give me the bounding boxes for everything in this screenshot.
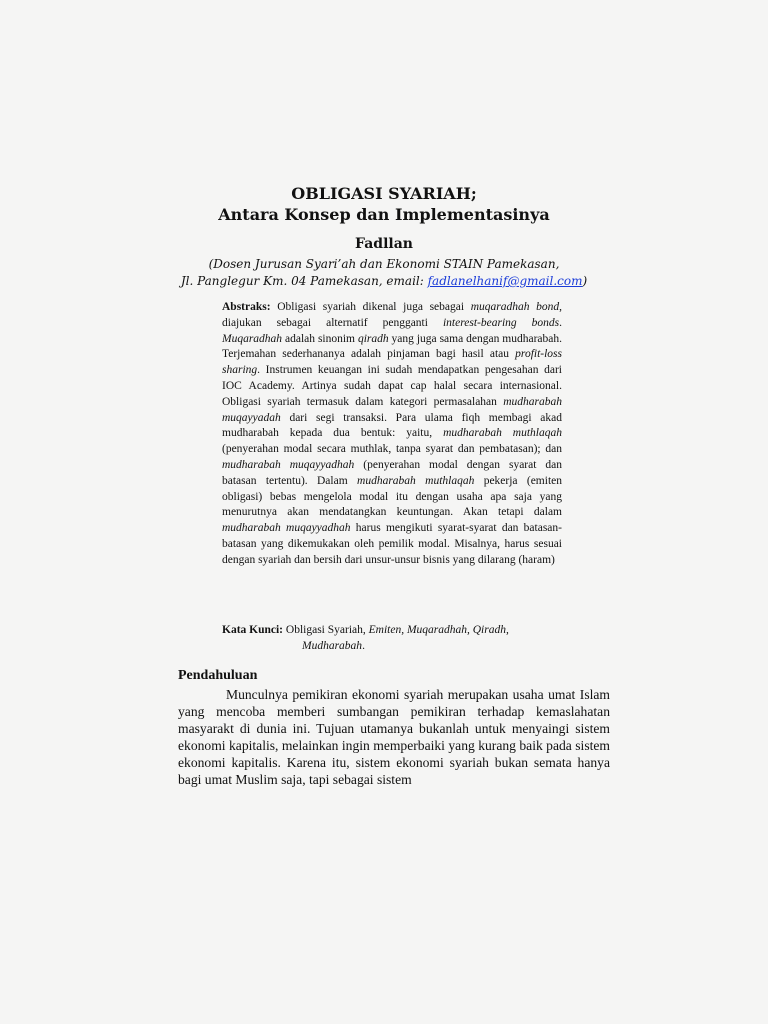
abstract-term: muqaradhah bond	[470, 301, 560, 313]
email-link[interactable]: fadlanelhanif@gmail.com	[427, 274, 583, 288]
abstract-term: mudharabah muqayyadhah	[222, 458, 355, 471]
keywords-plain: Obligasi Syariah,	[283, 624, 369, 636]
abstract-term: qiradh	[357, 332, 389, 345]
affiliation-line-2	[0, 273, 768, 290]
section-heading: Pendahuluan	[178, 668, 258, 683]
abstract-text: , diajukan sebagai alternatif pengganti	[222, 301, 562, 329]
title-line-1: OBLIGASI SYARIAH;	[291, 184, 477, 203]
abstract-text: harus mengikuti syarat-syarat dan batasan-batasan yang dikemukakan oleh pemilik modal. Misalnya, harus sesuai dengan syariah dan bersih dari unsur-unsur bisnis yang dilarang (haram)	[222, 522, 562, 566]
abstract-text: dari segi transaksi. Para ulama fiqh membagi akad mudharabah kepada dua bentuk: yaitu,	[222, 411, 562, 440]
title-block	[0, 184, 768, 226]
abstract-term: mudharabah muqayyadhah	[222, 522, 351, 535]
abstract-term: mudharabah muqayyadah	[222, 395, 562, 424]
abstract-text: .	[559, 316, 562, 329]
affiliation-close: )	[582, 274, 588, 288]
abstract-term: mudharabah muthlaqah	[357, 474, 475, 487]
abstract-term: Muqaradhah	[222, 332, 283, 345]
abstract-text: Obligasi syariah dikenal juga sebagai	[270, 301, 471, 313]
author-affiliation	[0, 256, 768, 290]
affiliation-address: Jl. Panglegur Km. 04 Pamekasan, email:	[180, 274, 428, 288]
title-line-2: Antara Konsep dan Implementasinya	[218, 205, 550, 224]
keywords-italic-2: Mudharabah	[302, 640, 363, 652]
abstract-body	[222, 301, 562, 566]
abstract-text: yang juga sama dengan mudharabah. Terjemahan sederhananya adalah pinjaman bagi hasil atau	[222, 332, 562, 361]
keywords	[222, 622, 562, 654]
author-name: Fadllan	[355, 236, 413, 252]
keywords-italic: Emiten, Muqaradhah, Qiradh,	[368, 624, 509, 636]
abstract-text: adalah sinonim	[282, 332, 358, 345]
abstract-term: mudharabah muthlaqah	[443, 427, 562, 440]
body-paragraph: Munculnya pemikiran ekonomi syariah merupakan usaha umat Islam yang mencoba memberi sumbangan pemikiran terhadap kemaslahatan masyarakt di dunia ini. Tujuan utamanya bukanlah untuk menyaingi sistem ekonomi kapitalis, melainkan ingin memperbaiki yang kurang baik pada sistem ekonomi kapitalis. Karena itu, sistem ekonomi syariah bukan semata hanya bagi umat Muslim saja, tapi sebagai sistem	[178, 687, 610, 787]
abstract-text: pekerja (emiten obligasi) bebas mengelola modal itu dengan usaha apa saja yang menurutnya akan mendatangkan keuntungan. Akan tetapi dalam	[222, 474, 562, 519]
keywords-line-2	[222, 638, 562, 654]
keywords-line-1	[222, 622, 562, 638]
abstract-term: profit-loss sharing	[222, 348, 562, 377]
abstract-text: (penyerahan modal dengan syarat dan batasan tertentu). Dalam	[222, 458, 563, 487]
abstract-text: . Instrumen keuangan ini sudah mendapatkan pengesahan dari IOC Academy. Artinya sudah dapat cap halal secara internasional. Obligasi syariah termasuk dalam kategori permasalahan	[222, 364, 562, 408]
abstract-text: (penyerahan modal secara muthlak, tanpa syarat dan pembatasan); dan	[222, 443, 562, 456]
keywords-label: Kata Kunci:	[222, 624, 284, 636]
abstract-label: Abstraks:	[222, 301, 271, 313]
keywords-end: .	[362, 640, 365, 652]
abstract-term: interest-bearing bonds	[442, 316, 560, 329]
abstract	[222, 300, 562, 569]
affiliation-line-1: (Dosen Jurusan Syari’ah dan Ekonomi STAIN Pamekasan,	[208, 257, 560, 271]
